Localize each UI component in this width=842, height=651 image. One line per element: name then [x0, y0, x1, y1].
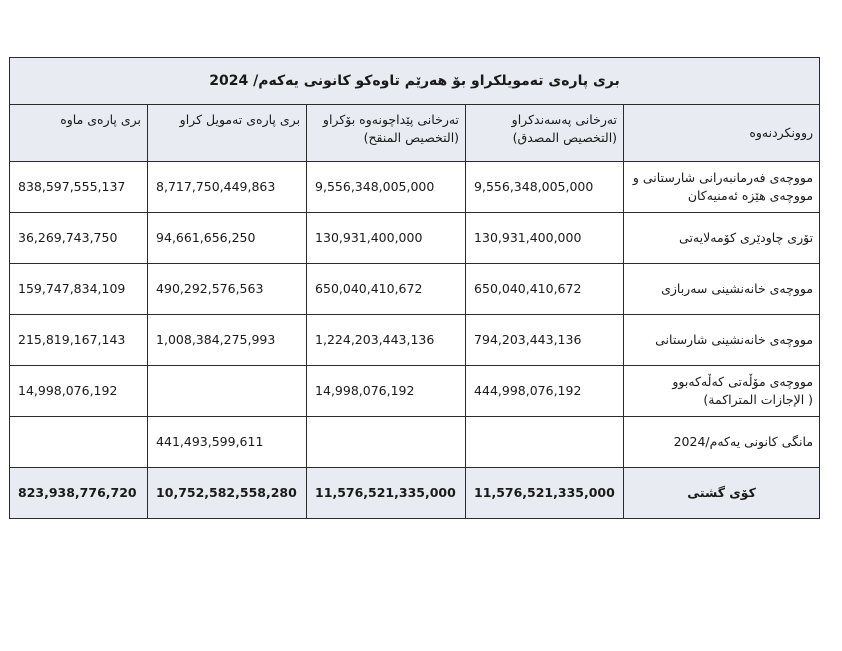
row-revised: 650,040,410,672: [307, 264, 466, 315]
table-row: [10, 213, 820, 264]
row-description: تۆری چاودێری کۆمەلایەتی: [624, 213, 820, 264]
row-remaining: [10, 417, 148, 468]
row-revised: 9,556,348,005,000: [307, 162, 466, 213]
funding-table-container: [9, 57, 819, 519]
total-funded: 10,752,582,558,280: [148, 468, 307, 519]
total-certified: 11,576,521,335,000: [466, 468, 624, 519]
header-description: روونکردنەوە: [624, 105, 820, 162]
row-description: مووچەی خانەنشینی شارستانی: [624, 315, 820, 366]
header-revised: [307, 105, 466, 162]
row-certified: [466, 417, 624, 468]
table-row: [10, 417, 820, 468]
row-certified: 444,998,076,192: [466, 366, 624, 417]
row-funded: 1,008,384,275,993: [148, 315, 307, 366]
row-description: [624, 366, 820, 417]
table-title: بری پارەی تەمویلکراو بۆ هەرێم تاوەکو کانونی یەکەم/ 2024: [10, 58, 820, 105]
row-certified: 794,203,443,136: [466, 315, 624, 366]
row-description-label: مووچەی مۆڵەتی کەڵەکەبوو: [672, 374, 814, 389]
total-description: کۆی گشتی: [624, 468, 820, 519]
row-funded: 490,292,576,563: [148, 264, 307, 315]
table-row: [10, 162, 820, 213]
row-certified: 650,040,410,672: [466, 264, 624, 315]
row-revised: 1,224,203,443,136: [307, 315, 466, 366]
row-remaining: 36,269,743,750: [10, 213, 148, 264]
row-revised: [307, 417, 466, 468]
row-description-arabic: ( الإجازات المتراكمة): [703, 392, 814, 407]
table-title-row: [10, 58, 820, 105]
row-description: مانگی کانونی یەکەم/2024: [624, 417, 820, 468]
table-header-row: [10, 105, 820, 162]
table-total-row: [10, 468, 820, 519]
header-certified-label: تەرخانی پەسەندکراو: [511, 112, 618, 127]
header-certified: [466, 105, 624, 162]
row-funded: 94,661,656,250: [148, 213, 307, 264]
total-remaining: 823,938,776,720: [10, 468, 148, 519]
row-revised: 130,931,400,000: [307, 213, 466, 264]
header-certified-arabic: (التخصيص المصدق): [512, 130, 618, 145]
row-remaining: 215,819,167,143: [10, 315, 148, 366]
table-row: [10, 264, 820, 315]
row-funded: [148, 366, 307, 417]
row-description: مووچەی فەرمانبەرانی شارستانی و مووچەی هێزە ئەمنیەکان: [624, 162, 820, 213]
header-revised-label: تەرخانی پێداچونەوە بۆکراو: [322, 112, 460, 127]
row-remaining: 14,998,076,192: [10, 366, 148, 417]
funding-table: [9, 57, 820, 519]
total-revised: 11,576,521,335,000: [307, 468, 466, 519]
row-funded: 8,717,750,449,863: [148, 162, 307, 213]
table-row: [10, 366, 820, 417]
row-certified: 130,931,400,000: [466, 213, 624, 264]
row-remaining: 159,747,834,109: [10, 264, 148, 315]
table-row: [10, 315, 820, 366]
row-description: مووچەی خانەنشینی سەربازی: [624, 264, 820, 315]
row-funded: 441,493,599,611: [148, 417, 307, 468]
row-revised: 14,998,076,192: [307, 366, 466, 417]
header-funded: بری پارەی تەمویل کراو: [148, 105, 307, 162]
header-revised-arabic: (التخصيص المنقح): [363, 130, 460, 145]
row-certified: 9,556,348,005,000: [466, 162, 624, 213]
row-remaining: 838,597,555,137: [10, 162, 148, 213]
header-remaining: بری پارەی ماوە: [10, 105, 148, 162]
